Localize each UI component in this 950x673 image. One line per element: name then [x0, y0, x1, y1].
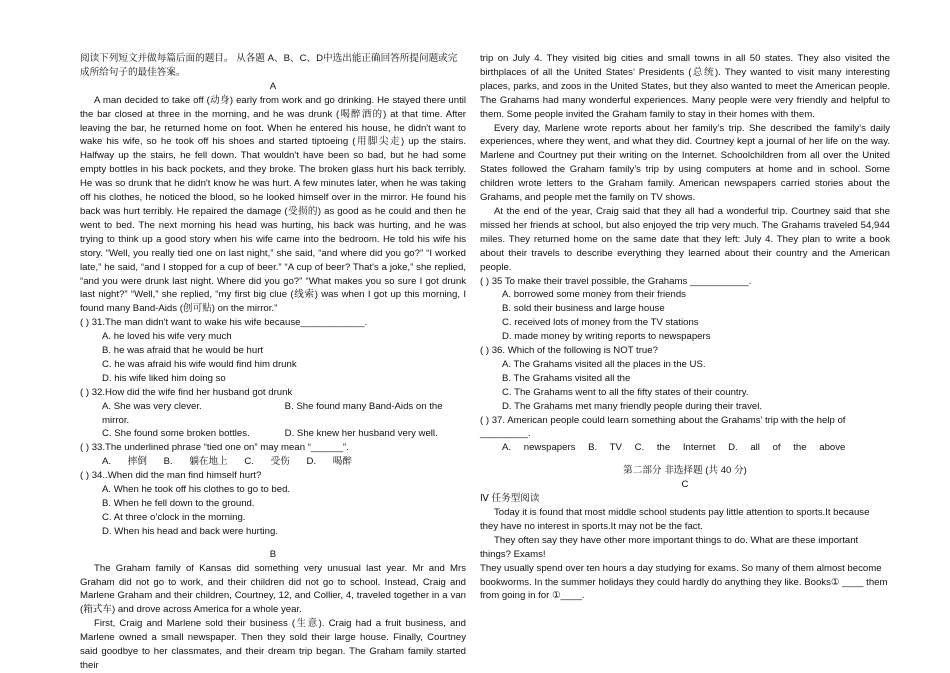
option: C. The Grahams went to all the fifty states of their country. [502, 386, 749, 398]
option: B. The Grahams visited all the [502, 372, 631, 384]
passage-b-text-3: trip on July 4. They visited big cities and small towns in all 50 states. They also visited the birthplaces of all the United States’ Presidents (总统). They wanted to visit many interesting places, parks, and zoos in the United States, but they also wanted to meet the American people. The Grahams had many wonderful experiences. Many people were very friendly and helpful to them. Some people invited the Graham family to stay in their homes with them. [480, 53, 890, 120]
question-33-options: A. 摔倒 B. 躺在地上 C. 受伤 D. 喝醉 [102, 456, 352, 468]
instructions: 阅读下列短文并做每篇后面的题目。 从各题 A、B、C、D中选出能正确回答所提问题或完成所给句子的最佳答案。 [80, 53, 458, 78]
question-34: ( ) 34..When did the man find himself hurt? [80, 470, 262, 482]
option: C. received lots of money from the TV stations [502, 317, 699, 329]
option-row [102, 400, 466, 428]
option: A. The Grahams visited all the places in the US. [502, 358, 706, 370]
right-column [480, 52, 890, 603]
passage-b-text-5: At the end of the year, Craig said that they all had a wonderful trip. Courtney said that she missed her friends at school, but also enjoyed the trip very much. The Grahams traveled 54,944 miles. They returned home on the same date that they left: July 4. They plan to write a book about their travels to describe everything they learned about their country and the American people. [480, 205, 890, 273]
option: B. sold their business and large house [502, 303, 665, 315]
passage-a-label: A [269, 80, 277, 92]
option-row [102, 427, 466, 441]
option: B. When he fell down to the ground. [102, 498, 255, 509]
question-35-options [480, 288, 890, 344]
option: B. he was afraid that he would be hurt [102, 345, 264, 357]
question-31-options [80, 330, 466, 386]
question-37-options: A. newspapers B. TV C. the Internet D. all of the above [502, 442, 846, 454]
question-35: ( ) 35 To make their travel possible, the Grahams ___________. [480, 275, 752, 287]
option: A. She was very clever. [102, 400, 202, 412]
option: D. The Grahams met many friendly people during their travel. [502, 400, 763, 412]
left-column [80, 52, 466, 673]
option: D. his wife liked him doing so [102, 372, 226, 384]
option: A. When he took off his clothes to go to bed. [102, 484, 291, 496]
option: B. She found many Band-Aids on the mirror. [102, 400, 443, 426]
option: C. At three o’clock in the morning. [102, 511, 246, 523]
option: C. She found some broken bottles. [102, 428, 250, 440]
option: C. he was afraid his wife would find him drunk [102, 358, 297, 370]
passage-c-label: C [681, 479, 689, 491]
question-37: ( ) 37. American people could learn something about the Grahams’ trip with the help of _________. [480, 414, 846, 440]
option: A. borrowed some money from their friends [502, 289, 686, 301]
task-heading: Ⅳ 任务型阅读 [480, 493, 540, 505]
question-33: ( ) 33.The underlined phrase “tied one on” may mean “______”. [80, 442, 349, 454]
question-32-options [80, 400, 466, 442]
option: D. She knew her husband very well. [284, 428, 438, 440]
question-32: ( ) 32.How did the wife find her husband got drunk [80, 386, 293, 398]
passage-c-text: Today it is found that most middle school students pay little attention to sports.It because they have no interest in sports.It may not be the fact. [480, 507, 870, 532]
part-two-heading: 第二部分 非选择题 (共 40 分) [623, 465, 747, 477]
passage-b-text-2: First, Craig and Marlene sold their business (生意). Craig had a fruit business, and Marlene owned a small newspaper. Then they sold their large house. Finally, Courtney said goodbye to her classmates, and their dream trip began. The Graham family started their [80, 618, 466, 671]
passage-b-text: The Graham family of Kansas did something very unusual last year. Mr and Mrs Graham did not go to work, and their children did not go to school. Instead, Craig and Marlene Graham and their children, Courtney, 12, and Collier, 4, traveled together in a van (箱式车) and drove across America for a whole year. [80, 562, 466, 616]
passage-b-label: B [269, 548, 277, 560]
option: A. he loved his wife very much [102, 331, 232, 343]
question-34-options [80, 483, 466, 539]
question-36-options [480, 358, 890, 414]
passage-c-text-3: They usually spend over ten hours a day studying for exams. So many of them almost become bookworms. In the summer holidays they could hardly do anything they like. Books① ____ them from going in for ①____. [480, 562, 888, 602]
passage-b-text-4: Every day, Marlene wrote reports about her family’s trip. She described the family’s daily experiences, where they went, and what they did. Courtney kept a journal of her life on the way. Marlene and Courtney put their writing on the Internet. Schoolchildren from all over the United States followed the Graham family’s trip by using computers at home and in school. Some children wrote letters to the Graham family. American newspapers carried stories about the Grahams, and people met the family on TV shows. [480, 122, 890, 204]
option: D. made money by writing reports to newspapers [502, 331, 711, 343]
passage-c-text-2: They often say they have other more important things to do. What are these important things? Exams! [480, 534, 859, 560]
question-36: ( ) 36. Which of the following is NOT true? [480, 345, 658, 357]
question-31: ( ) 31.The man didn't want to wake his wife because____________. [80, 317, 368, 329]
passage-a-text: A man decided to take off (动身) early from work and go drinking. He stayed there until the bar closed at three in the morning, and he was drunk (喝醉酒的) at that time. After leaving the bar, he returned home on foot. When he entered his house, he didn't want to wake his wife, so he took off his shoes and started tiptoeing (用脚尖走) up the stairs. Halfway up the stairs, he fell down. That wouldn't have been so bad, but he had some empty bottles in his back pockets, and they broke. The broken glass hurt his back terribly. He was so drunk that he didn't know he was hurt. A few minutes later, when he was taking off his clothes, he noticed the blood, so he looked himself over in the mirror. He found his back was hurt terribly. He repaired the damage (受损的) as good as he could and then he went to bed. The next morning his head was hurting, his back was hurting, and he was trying to think up a good story when his wife came into the bedroom. He told his wife his story. “Well, you really tied one on last night,” she said, “and where did you go?” “I worked late,” he said, “and I stopped for a cup of beer.” “A cup of beer? That's a joke,” she replied, “and you were drunk last night. Where did you go?” “What makes you so sure I got drunk last night?” “Well,” she replied, “my first big clue (线索) was when I got up this morning, I found many Band-Aids (创可贴) on the mirror.” [80, 94, 466, 315]
option: D. When his head and back were hurting. [102, 525, 278, 537]
